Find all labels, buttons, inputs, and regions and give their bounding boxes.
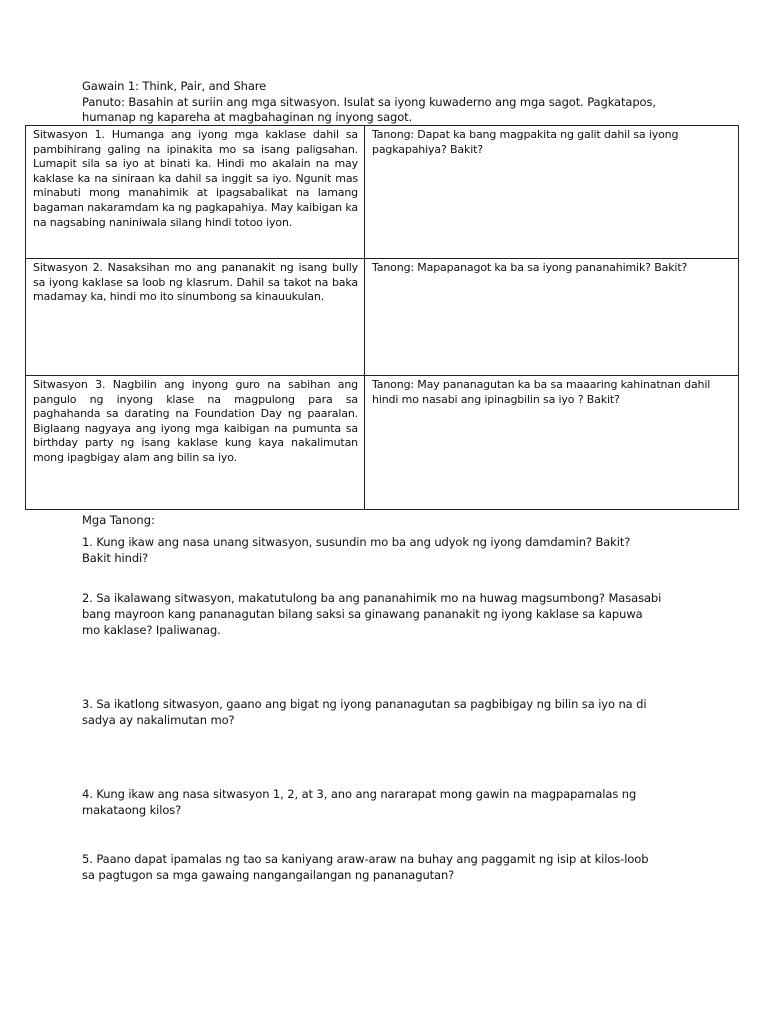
table-row [26, 126, 739, 259]
situation-3-cell: Sitwasyon 3. Nagbilin ang inyong guro na sabihan ang pangulo ng inyong klase na magpulong para sa paghahanda sa darating na Foundation Day ng paaralan. Biglaang nagyaya ang iyong mga kaibigan na pumunta sa birthday party ng isang kaklase kung kaya nakalimutan mong ipagbigay alam ang bilin sa iyo. [26, 376, 365, 510]
situations-table [25, 125, 739, 510]
question-item-5: 5. Paano dapat ipamalas ng tao sa kaniyang araw-araw na buhay ang paggamit ng isip at kilos-loob sa pagtugon sa mga gawaing nangangailangan ng pananagutan? [82, 852, 649, 882]
situation-2-cell: Sitwasyon 2. Nasaksihan mo ang pananakit ng isang bully sa iyong kaklase sa loob ng klasrum. Dahil sa takot na baka madamay ka, hindi mo ito sinumbong sa kinauukulan. [26, 259, 365, 376]
table-row [26, 259, 739, 376]
question-item-3: 3. Sa ikatlong sitwasyon, gaano ang bigat ng iyong pananagutan sa pagbibigay ng bilin sa iyo na di sadya ay nakalimutan mo? [82, 697, 647, 727]
situation-1-cell: Sitwasyon 1. Humanga ang iyong mga kaklase dahil sa pambihirang galing na ipinakita mo sa isang paligsahan. Lumapit sila sa iyo at binati ka. Hindi mo akalain na may kaklase ka na siniraan ka dahil sa inggit sa iyo. Ngunit mas minabuti mong manahimik at ipagsabalikat na lamang bagaman nakaramdam ka ng pagkapahiya. May kaibigan ka na nagsabing naniniwala silang hindi totoo iyon. [26, 126, 365, 259]
question-item-1: 1. Kung ikaw ang nasa unang sitwasyon, susundin mo ba ang udyok ng iyong damdamin? Bakit? Bakit hindi? [82, 535, 631, 565]
question-item-2: 2. Sa ikalawang sitwasyon, makatutulong ba ang pananahimik mo na huwag magsumbong? Masasabi bang mayroon kang pananagutan bilang saksi sa ginawang pananakit ng iyong kaklase sa kapuwa mo kaklase? Ipaliwanag. [82, 591, 662, 637]
question-2-cell: Tanong: Mapapanagot ka ba sa iyong pananahimik? Bakit? [365, 259, 739, 376]
question-1-cell: Tanong: Dapat ka bang magpakita ng galit dahil sa iyong pagkapahiya? Bakit? [365, 126, 739, 259]
question-3-cell: Tanong: May pananagutan ka ba sa maaaring kahinatnan dahil hindi mo nasabi ang ipinagbilin sa iyo ? Bakit? [365, 376, 739, 510]
activity-title: Gawain 1: Think, Pair, and Share [82, 79, 267, 93]
question-item-4: 4. Kung ikaw ang nasa sitwasyon 1, 2, at 3, ano ang nararapat mong gawin na magpapamalas ng makataong kilos? [82, 787, 637, 817]
questions-heading: Mga Tanong: [82, 513, 155, 527]
instructions-text: Panuto: Basahin at suriin ang mga sitwasyon. Isulat sa iyong kuwaderno ang mga sagot. Pagkatapos, humanap ng kapareha at magbahaginan ng inyong sagot. [82, 95, 656, 124]
table-row [26, 376, 739, 510]
